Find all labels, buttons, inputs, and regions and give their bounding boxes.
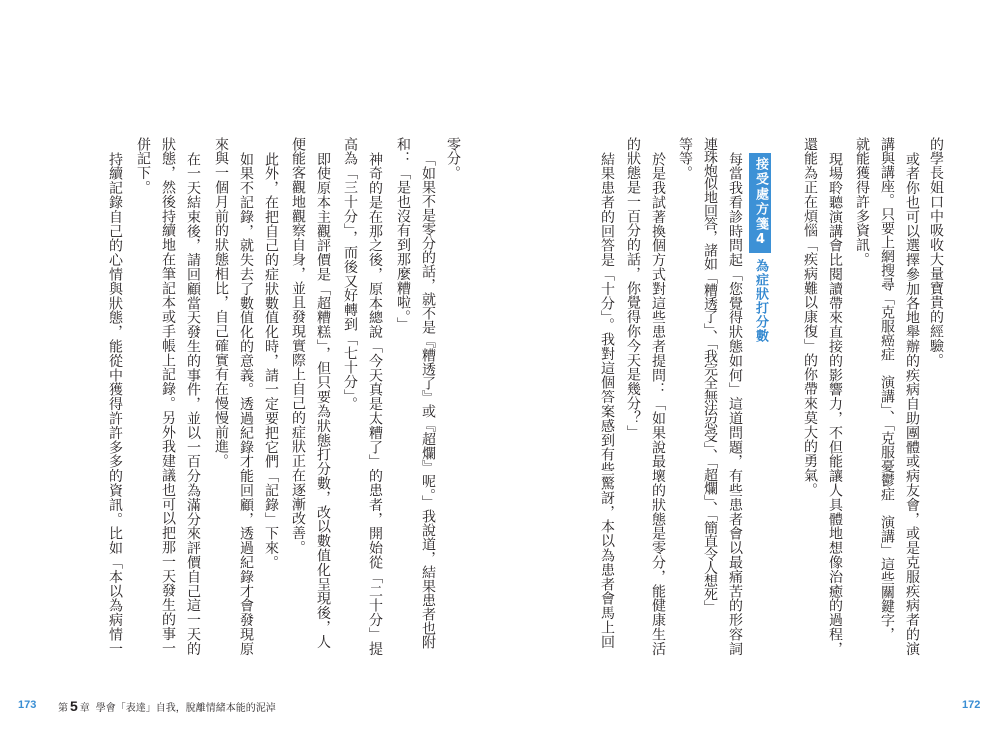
text-column: 併記下。	[135, 137, 151, 195]
chapter-title: 學會「表達」自我，脫離情緒本能的泥淖	[95, 703, 276, 714]
chapter-prefix: 第	[58, 703, 68, 714]
text-column: 來與一個月前的狀態相比，自己確實有在慢慢前進。	[213, 137, 229, 469]
text-column: 的學長姐口中吸收大量寶貴的經驗。	[928, 137, 944, 368]
text-column: 便能客觀地觀察自身，並且發現實際上自己的症狀正在逐漸改善。	[290, 137, 306, 555]
text-column: 連珠炮似地回答，諸如「糟透了」、「我完全無法忍受」、「超爛」、「簡直令人想死」	[702, 137, 718, 614]
text-column: 如果不記錄，就失去了數值化的意義。透過紀錄才能回顧，透過紀錄才會發現原	[238, 152, 254, 656]
text-column: 即使原本主觀評價是「超糟糕」，但只要為狀態打分數，改以數值化呈現後，人	[315, 152, 331, 649]
text-column: 此外，在把自己的症狀數值化時，請一定要把它們「記錄」下來。	[263, 152, 279, 570]
text-column: 和：「是也沒有到那麼糟啦。」	[395, 137, 411, 332]
text-column: 持續記錄自己的心情與狀態，能從中獲得許許多多的資訊。比如「本以為病情一	[107, 152, 123, 656]
chapter-suffix: 章	[79, 703, 90, 714]
text-column: 的狀態是一百分的話，你覺得你今天是幾分？」	[625, 137, 641, 440]
text-column: 現場聆聽演講會比閱讀帶來直接的影響力，不但能讓人具體地想像治癒的過程，	[827, 152, 843, 656]
text-column: 零分。	[445, 137, 461, 181]
text-column: 就能獲得許多資訊。	[854, 137, 870, 267]
text-column: 等等。	[677, 137, 693, 181]
section-heading: 為症狀打分數	[753, 259, 768, 343]
text-column: 每當我看診時問起「您覺得狀態如何」這道問題，有些患者會以最痛苦的形容詞	[727, 152, 743, 656]
left-page	[0, 0, 499, 734]
text-column: 神奇的是在那之後，原本總說「今天真是太糟了」的患者，開始從「二十分」提	[367, 152, 383, 656]
text-column: 還能為正在煩惱「疾病難以康復」的你帶來莫大的勇氣。	[802, 137, 818, 497]
text-column: 或者你也可以選擇參加各地舉辦的疾病自助團體或病友會，或是克服疾病者的演	[904, 152, 920, 656]
text-column: 「如果不是零分的話，就不是『糟透了』或『超爛』呢。」我說道，結果患者也附	[420, 152, 436, 649]
text-column: 講與講座。只要上網搜尋「克服癌症 演講」、「克服憂鬱症 演講」這些關鍵字，	[879, 137, 895, 641]
chapter-number: 5	[70, 698, 78, 714]
page-number: 172	[962, 699, 981, 711]
right-page	[500, 0, 999, 734]
text-column: 高為「三十分」，而後又好轉到「七十分」。	[342, 137, 358, 411]
text-column: 於是我試著換個方式對這些患者提問：「如果說最壞的狀態是零分，能健康生活	[650, 152, 666, 656]
page-number: 173	[18, 699, 37, 711]
text-column: 在一天結束後，請回顧當天發生的事件，並以一百分為滿分來評價自己這一天的	[185, 152, 201, 656]
prescription-label: 接受處方箋4	[749, 153, 771, 253]
running-header-chapter	[58, 698, 276, 714]
text-column: 狀態，然後持續地在筆記本或手帳上記錄。另外我建議也可以把那一天發生的事一	[160, 137, 176, 656]
text-column: 結果患者的回答是「十分」。我對這個答案感到有些驚訝，本以為患者會馬上回	[599, 152, 615, 649]
